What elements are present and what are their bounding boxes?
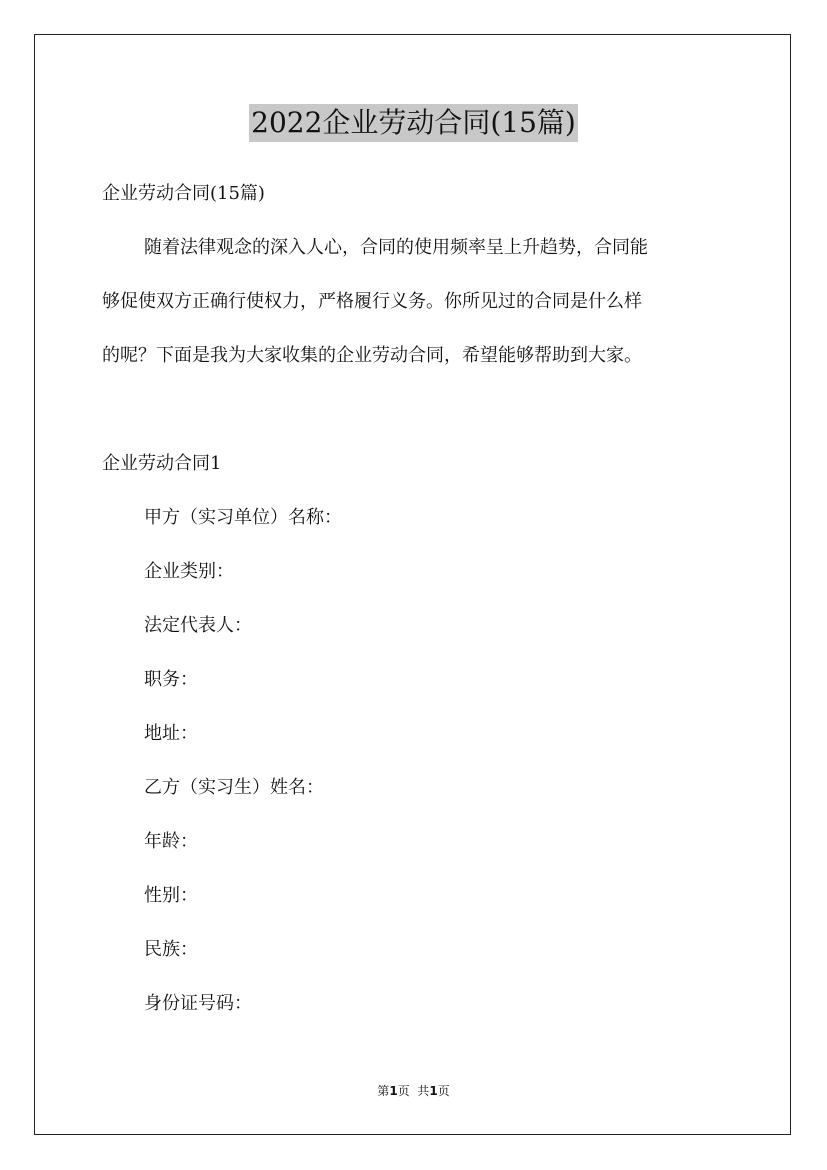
footer-page-total: 1	[429, 1084, 438, 1098]
field-gender: 性别：	[144, 885, 198, 906]
footer-page-prefix: 第	[377, 1084, 390, 1098]
intro-line-1: 随着法律观念的深入人心，合同的使用频率呈上升趋势，合同能	[144, 237, 648, 258]
footer-page-suffix: 页	[437, 1084, 450, 1098]
field-party-b-name: 乙方（实习生）姓名：	[144, 777, 324, 798]
page-footer	[0, 1083, 827, 1099]
field-party-a-name: 甲方（实习单位）名称：	[144, 507, 342, 528]
field-address: 地址：	[144, 723, 198, 744]
intro-line-3: 的呢？下面是我为大家收集的企业劳动合同，希望能够帮助到大家。	[102, 345, 642, 366]
document-subtitle: 企业劳动合同(15篇)	[102, 183, 265, 204]
document-title: 2022企业劳动合同(15篇)	[249, 104, 578, 142]
title-container	[0, 104, 827, 142]
footer-page-mid: 页 共	[397, 1084, 430, 1098]
section-heading: 企业劳动合同1	[102, 453, 222, 474]
field-ethnicity: 民族：	[144, 939, 198, 960]
footer-page-current: 1	[389, 1084, 398, 1098]
intro-line-2: 够促使双方正确行使权力，严格履行义务。你所见过的合同是什么样	[102, 291, 642, 312]
field-id-number: 身份证号码：	[144, 993, 252, 1014]
field-position: 职务：	[144, 669, 198, 690]
field-legal-representative: 法定代表人：	[144, 615, 252, 636]
field-age: 年龄：	[144, 831, 198, 852]
field-enterprise-type: 企业类别：	[144, 561, 234, 582]
